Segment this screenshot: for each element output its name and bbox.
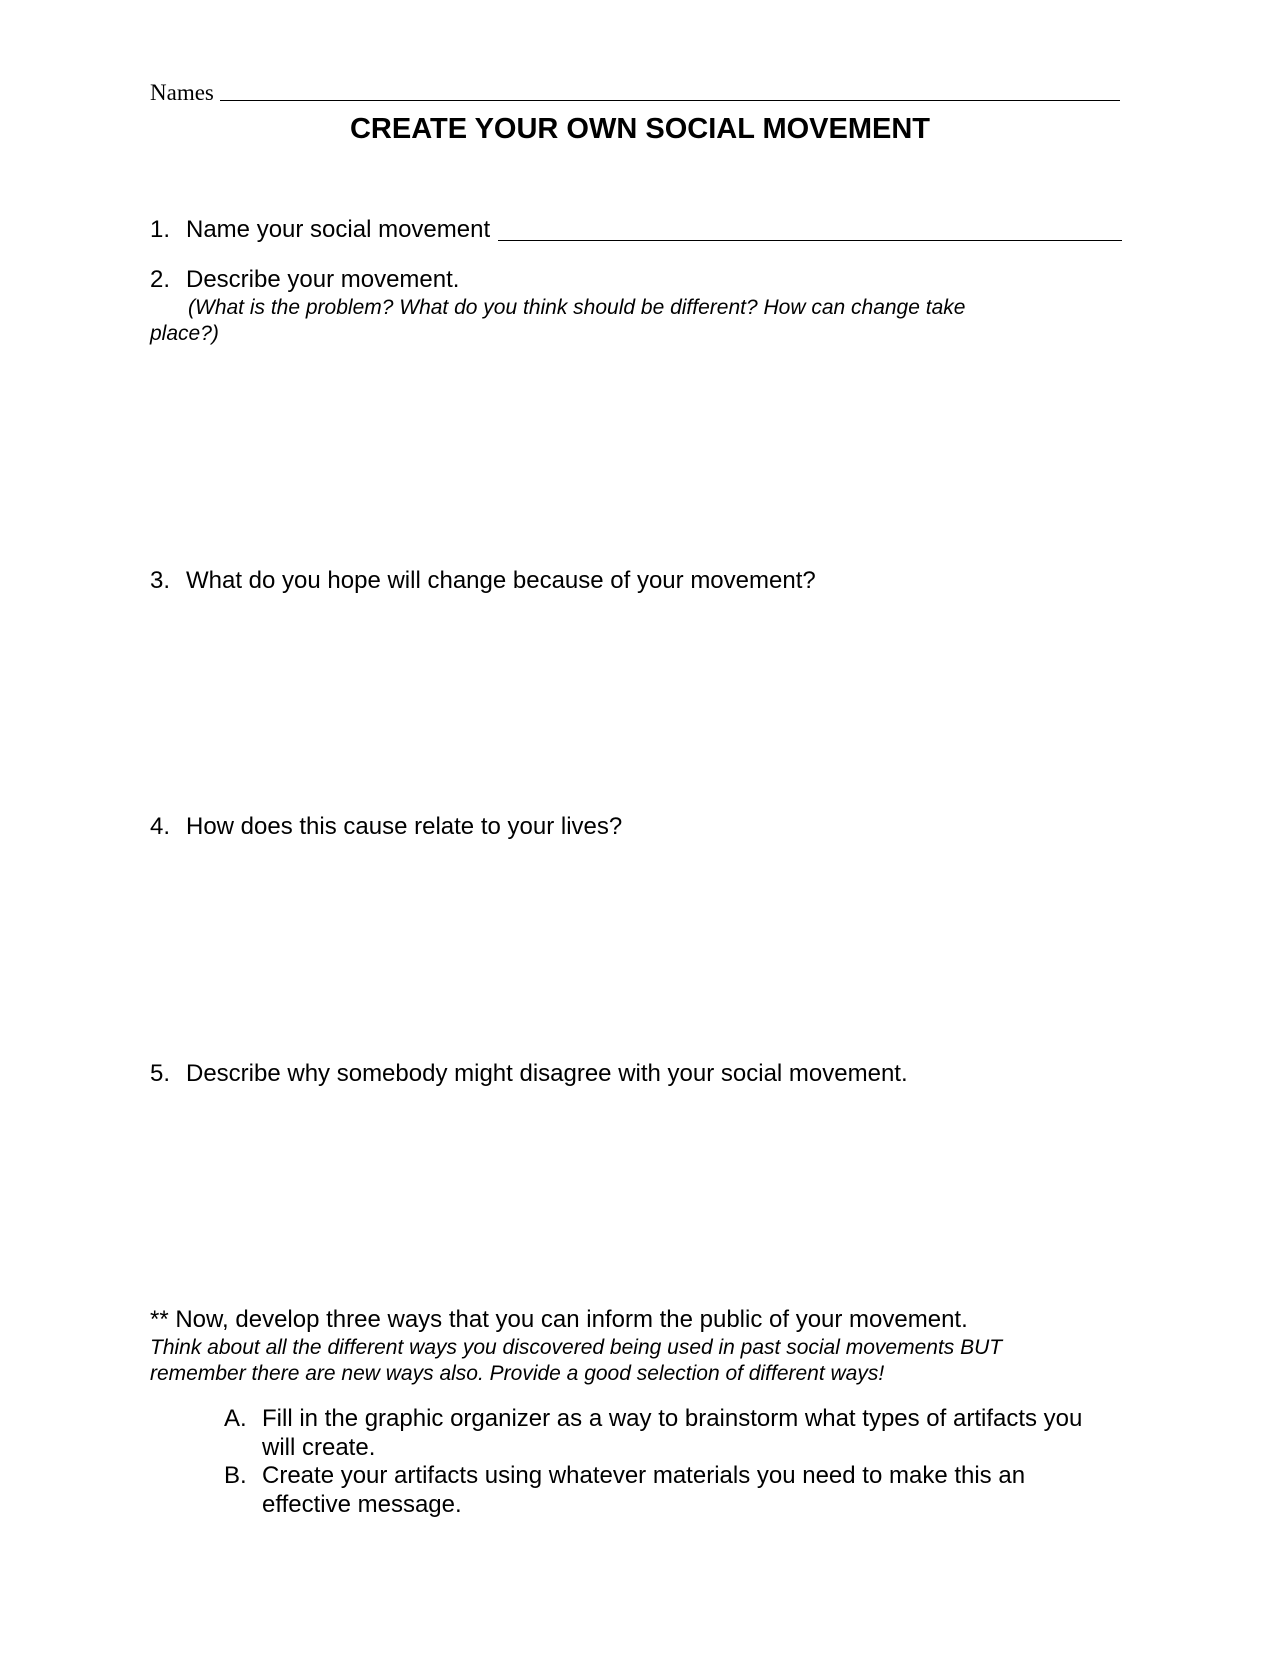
step-text-continued: effective message.: [262, 1491, 462, 1518]
question-number: 2.: [150, 266, 171, 293]
question-text: What do you hope will change because of your movement?: [186, 567, 816, 594]
step-text-continued: will create.: [262, 1434, 376, 1461]
step-letter: B.: [224, 1462, 247, 1489]
question-text: Describe why somebody might disagree with your social movement.: [186, 1060, 908, 1087]
inform-note-continued: remember there are new ways also. Provide a good selection of different ways!: [150, 1362, 885, 1385]
inform-lead: ** Now, develop three ways that you can inform the public of your movement.: [150, 1306, 968, 1333]
question-2-hint-continued: place?): [150, 322, 219, 345]
question-number: 3.: [150, 567, 171, 594]
names-blank-line[interactable]: [220, 100, 1120, 101]
inform-note: Think about all the different ways you discovered being used in past social movements BUT: [150, 1336, 1003, 1359]
step-text: Fill in the graphic organizer as a way to brainstorm what types of artifacts you: [262, 1405, 1083, 1432]
question-number: 5.: [150, 1060, 171, 1087]
page-title: CREATE YOUR OWN SOCIAL MOVEMENT: [349, 113, 931, 145]
question-1: [150, 216, 1122, 250]
names-field[interactable]: [150, 76, 1120, 106]
step-letter: A.: [224, 1405, 247, 1432]
movement-name-blank-line[interactable]: [498, 240, 1122, 241]
question-text: How does this cause relate to your lives?: [186, 813, 623, 840]
question-text: Name your social movement: [186, 216, 491, 243]
question-2-hint: (What is the problem? What do you think should be different? How can change take: [188, 296, 966, 319]
question-number: 4.: [150, 813, 171, 840]
question-text: Describe your movement.: [186, 266, 460, 293]
step-text: Create your artifacts using whatever materials you need to make this an: [262, 1462, 1026, 1489]
question-number: 1.: [150, 216, 171, 243]
names-label: Names: [150, 80, 214, 105]
